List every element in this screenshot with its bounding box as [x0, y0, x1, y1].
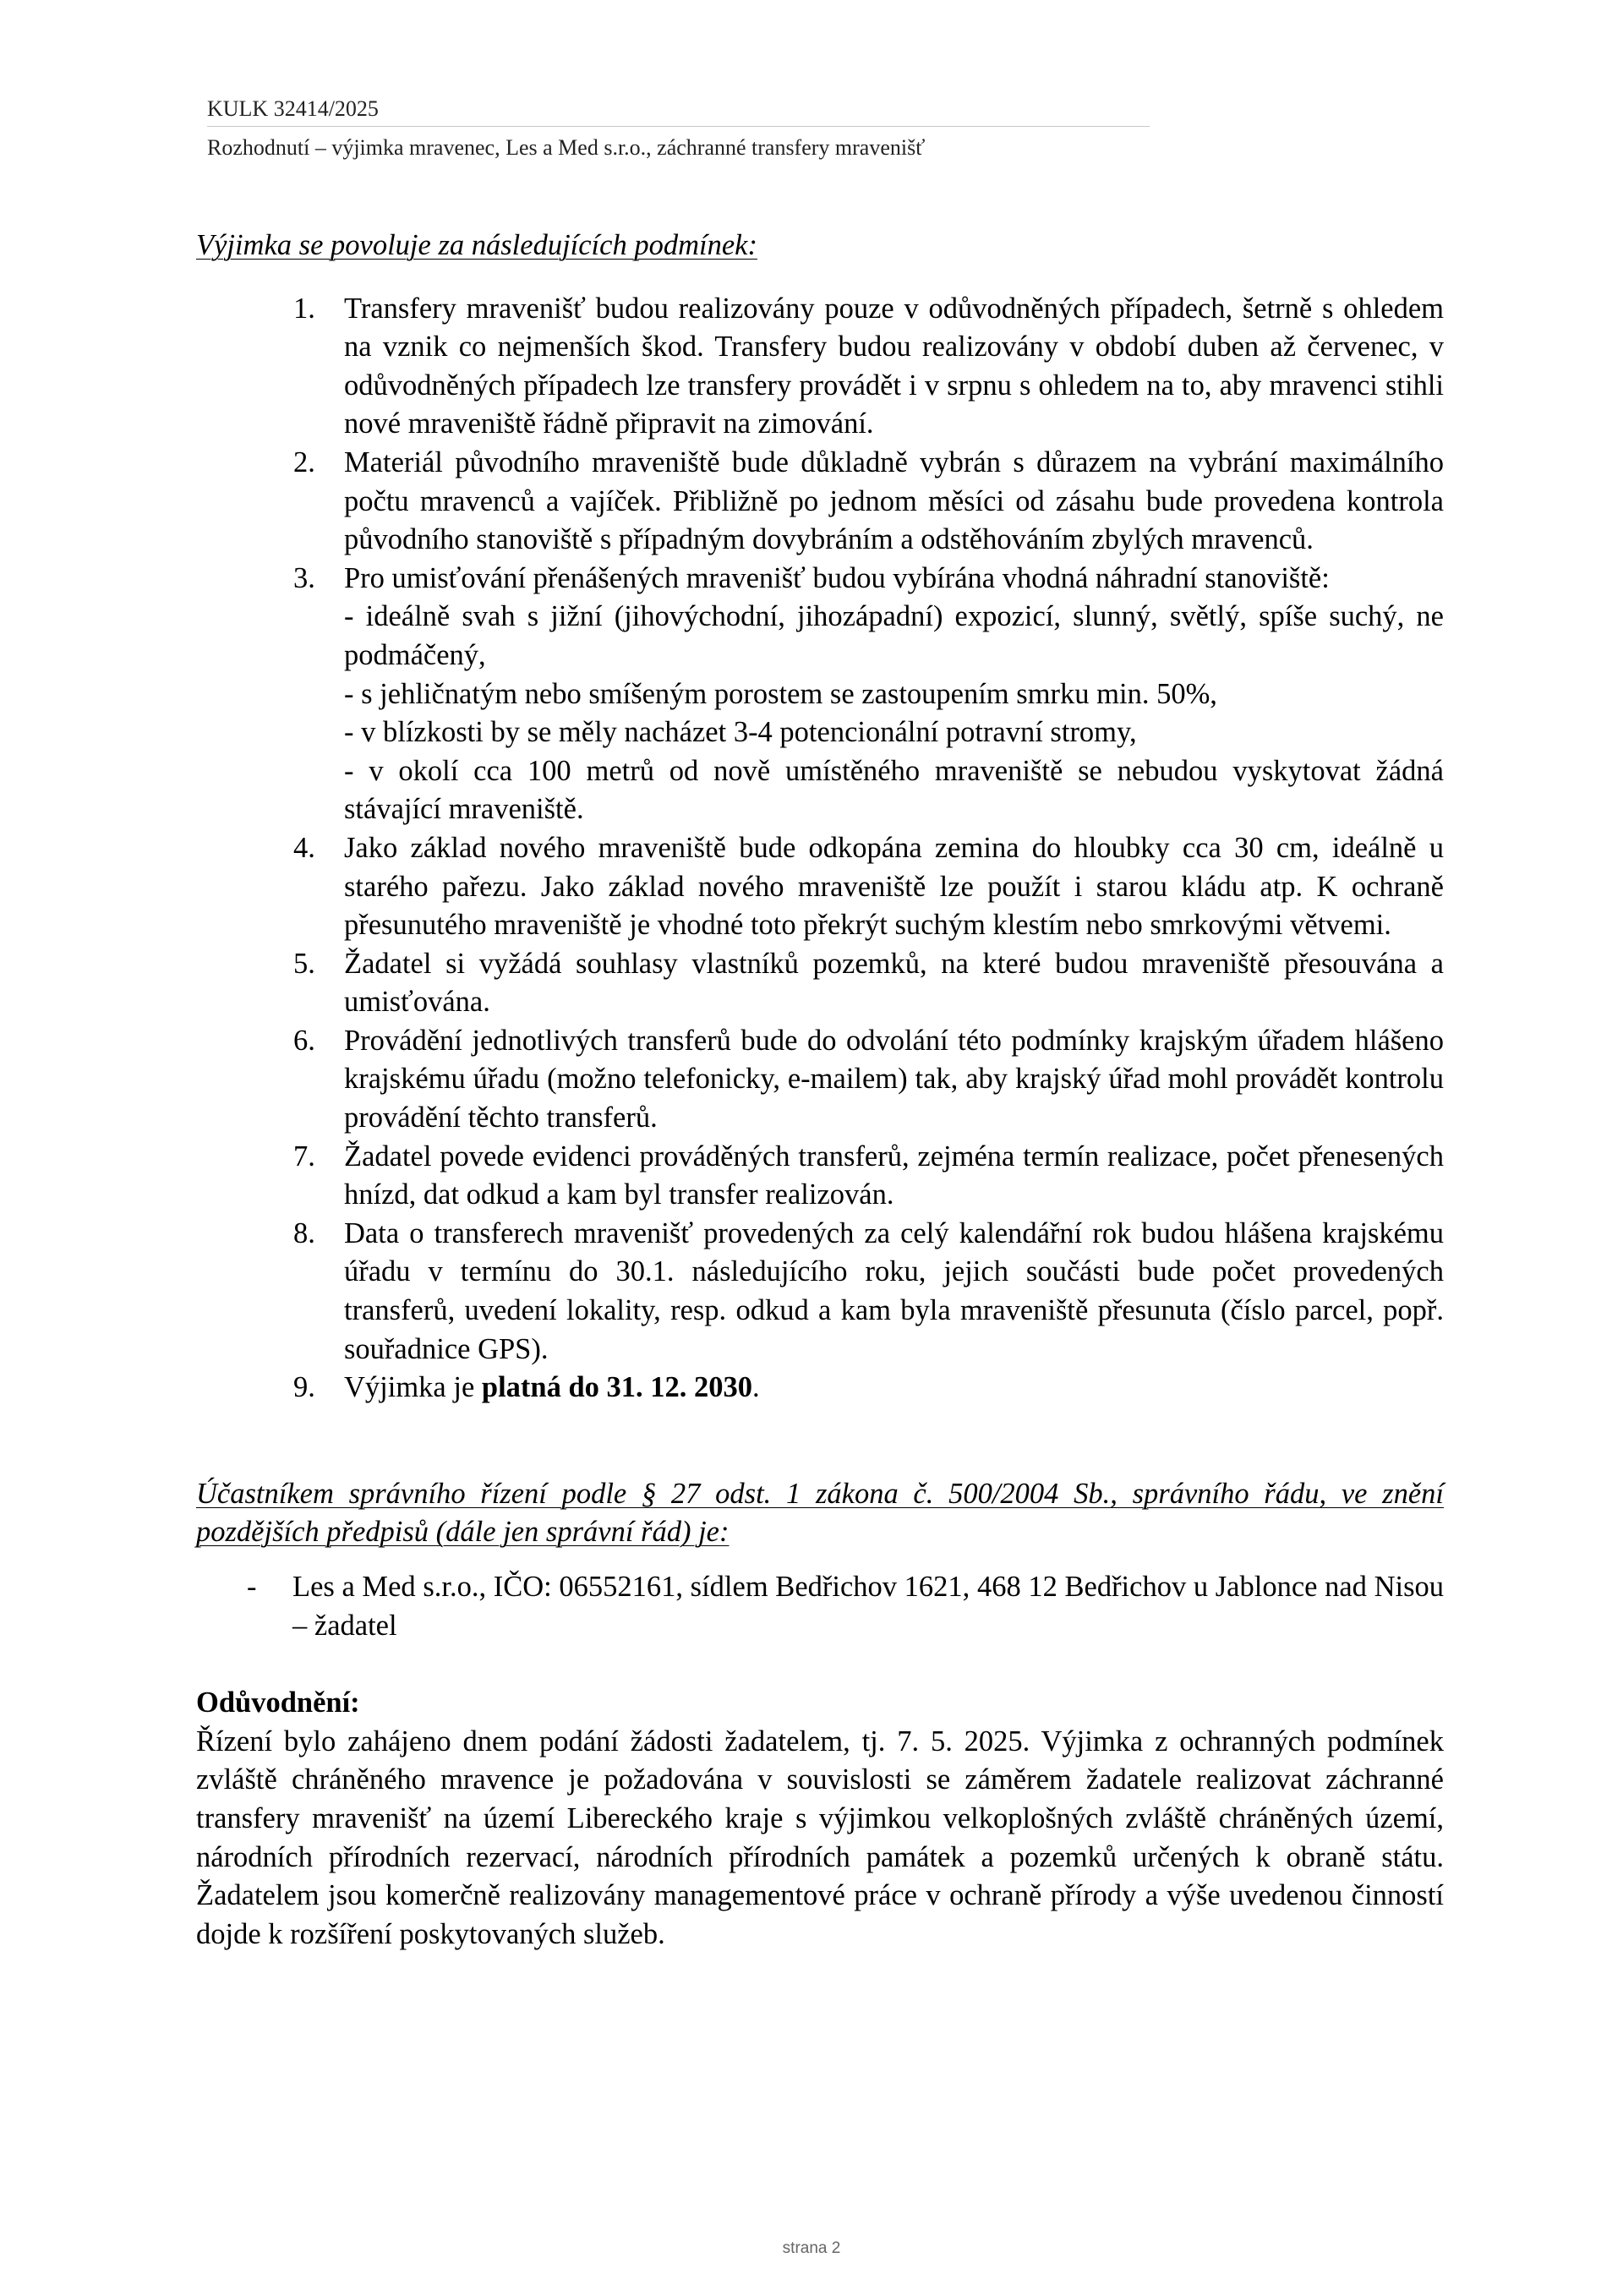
condition-text: Žadatel povede evidenci prováděných transferů, zejména termín realizace, počet přenesených hnízd, dat odkud a kam byl transfer realizován.	[344, 1140, 1444, 1211]
condition-item	[196, 945, 1444, 1022]
participant-text: Les a Med s.r.o., IČO: 06552161, sídlem Bedřichov 1621, 468 12 Bedřichov u Jablonce nad Nisou – žadatel	[292, 1571, 1444, 1642]
page-number: strana 2	[782, 2239, 841, 2257]
condition-line: - ideálně svah s jižní (jihovýchodní, jihozápadní) expozicí, slunný, světlý, spíše suchý, ne podmáčený,	[344, 600, 1444, 671]
condition-item	[196, 290, 1444, 444]
condition-item	[196, 1215, 1444, 1369]
participants-title: Účastníkem správního řízení podle § 27 odst. 1 zákona č. 500/2004 Sb., správního řádu, ve znění pozdějších předpisů (dále jen správní řád) je:	[196, 1477, 1444, 1549]
condition-item	[196, 829, 1444, 945]
condition-text: Data o transferech mravenišť provedených za celý kalendářní rok budou hlášena krajskému úřadu v termínu do 30.1. následujícího roku, jejich součásti bude počet provedených transferů, uvedení lokality, resp. odkud a kam byla mraveniště přesunuta (číslo parcel, popř. souřadnice GPS).	[344, 1216, 1444, 1365]
condition-text: Provádění jednotlivých transferů bude do odvolání této podmínky krajským úřadem hlášeno krajskému úřadu (možno telefonicky, e-mailem) tak, aby krajský úřad mohl provádět kontrolu provádění těchto transferů.	[344, 1024, 1444, 1134]
condition-item	[196, 1138, 1444, 1215]
condition-number: 5.	[293, 947, 315, 980]
condition-number: 9.	[293, 1371, 315, 1404]
condition-number: 4.	[293, 831, 315, 864]
condition-line: - v blízkosti by se měly nacházet 3-4 potencionální potravní stromy,	[344, 716, 1137, 749]
condition-line: - v okolí cca 100 metrů od nově umístěného mraveniště se nebudou vyskytovat žádná stávající mraveniště.	[344, 754, 1444, 826]
condition-text: Jako základ nového mraveniště bude odkopána zemina do hloubky cca 30 cm, ideálně u starého pařezu. Jako základ nového mraveniště lze použít i starou kládu atp. K ochraně přesunutého mraveniště je vhodné toto překrýt suchým klestím nebo smrkovými větvemi.	[344, 831, 1444, 942]
condition-number: 2.	[293, 446, 315, 478]
header-divider	[207, 126, 1150, 127]
condition-text-prefix: Výjimka je	[344, 1371, 482, 1404]
condition-item	[196, 560, 1444, 829]
conditions-title: Výjimka se povoluje za následujících podmínek:	[196, 229, 757, 261]
conditions-list	[196, 290, 1444, 1408]
validity-date: platná do 31. 12. 2030	[481, 1371, 753, 1404]
condition-number: 7.	[293, 1140, 315, 1173]
document-body	[196, 227, 1444, 1954]
bullet-dash: -	[247, 1571, 257, 1603]
condition-number: 6.	[293, 1024, 315, 1057]
condition-text: Žadatel si vyžádá souhlasy vlastníků pozemků, na které budou mraveniště přesouvána a umisťována.	[344, 947, 1444, 1019]
reference-number: KULK 32414/2025	[207, 96, 379, 121]
reasoning-heading: Odůvodnění:	[196, 1686, 360, 1719]
document-header	[207, 90, 1150, 167]
document-subject: Rozhodnutí – výjimka mravenec, Les a Med s.r.o., záchranné transfery mravenišť	[207, 135, 926, 160]
condition-number: 3.	[293, 561, 315, 594]
condition-line: - s jehličnatým nebo smíšeným porostem se zastoupením smrku min. 50%,	[344, 677, 1217, 710]
condition-item	[196, 1022, 1444, 1138]
condition-line: Pro umisťování přenášených mravenišť budou vybírána vhodná náhradní stanoviště:	[344, 561, 1330, 594]
participant-entry	[196, 1568, 1444, 1645]
condition-number: 8.	[293, 1216, 315, 1249]
condition-text: Transfery mravenišť budou realizovány pouze v odůvodněných případech, šetrně s ohledem na vznik co nejmenších škod. Transfery budou realizovány v období duben až červenec, v odůvodněných případech lze transfery provádět i v srpnu s ohledem na to, aby mravenci stihli nové mraveniště řádně připravit na zimování.	[344, 292, 1444, 440]
condition-text: Materiál původního mraveniště bude důkladně vybrán s důrazem na vybrání maximálního počtu mravenců a vajíček. Přibližně po jednom měsíci od zásahu bude provedena kontrola původního stanoviště s případným dovybráním a odstěhováním zbylých mravenců.	[344, 446, 1444, 556]
reasoning-text: Řízení bylo zahájeno dnem podání žádosti žadatelem, tj. 7. 5. 2025. Výjimka z ochranných podmínek zvláště chráněného mravence je požadována v souvislosti se záměrem žadatele realizovat záchranné transfery mravenišť na území Libereckého kraje s výjimkou velkoplošných zvláště chráněných území, národních přírodních rezervací, národních přírodních památek a pozemků určených k obraně státu. Žadatelem jsou komerčně realizovány managementové práce v ochraně přírody a výše uvedenou činností dojde k rozšíření poskytovaných služeb.	[196, 1725, 1444, 1950]
condition-number: 1.	[293, 292, 315, 325]
condition-text-suffix: .	[752, 1371, 760, 1404]
condition-item	[196, 1369, 1444, 1408]
condition-item	[196, 444, 1444, 560]
